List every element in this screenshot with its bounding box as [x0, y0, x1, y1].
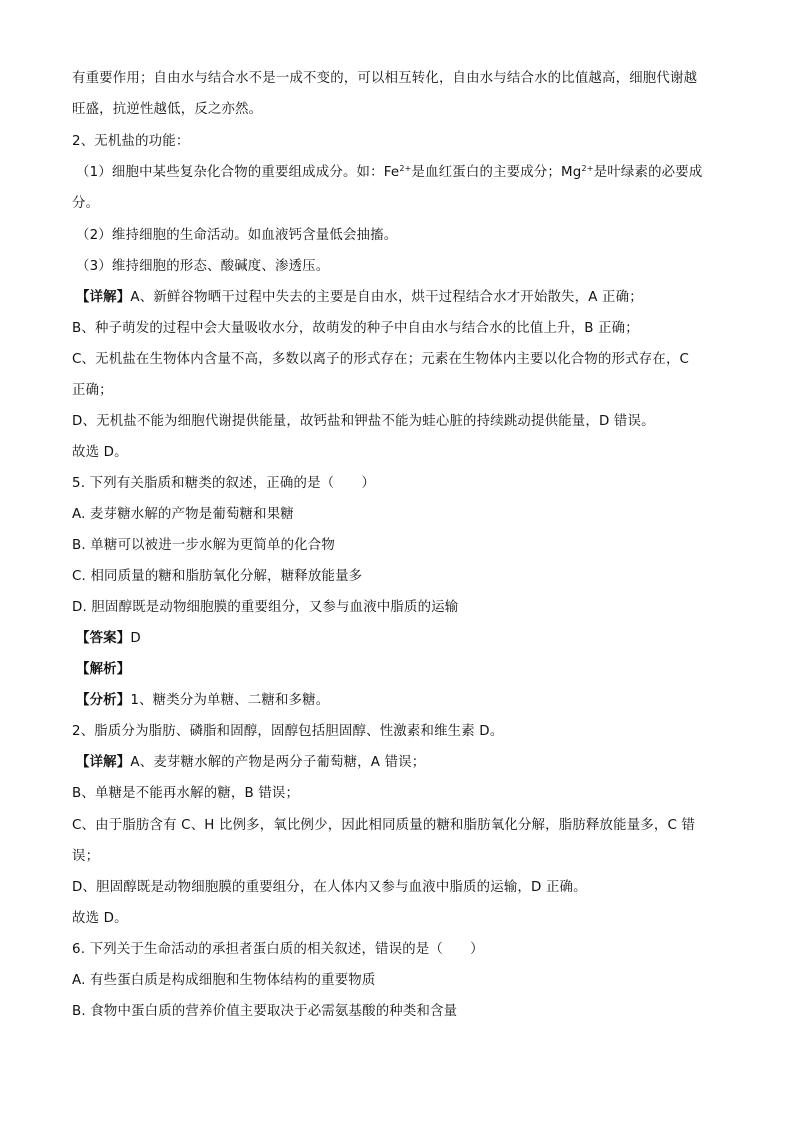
detail-tag: 【详解】 [76, 755, 131, 770]
fe-symbol: Fe [383, 165, 400, 180]
option-d: D. 胆固醇既是动物细胞膜的重要组分，又参与血液中脂质的运输 [72, 600, 459, 615]
text-span: A、麦芽糖水解的产物是两分子葡萄糖，A 错误； [130, 755, 426, 770]
option-a: A. 麦芽糖水解的产物是葡萄糖和果糖 [72, 507, 294, 522]
text-line: C、由于脂肪含有 C、H 比例多，氧比例少，因此相同质量的糖和脂肪氧化分解，脂肪释放能量多，C 错 [72, 818, 696, 833]
text-span: 1、糖类分为单糖、二糖和多糖。 [130, 693, 330, 708]
text-line [76, 692, 728, 710]
text-line: 有重要作用；自由水与结合水不是一成不变的，可以相互转化，自由水与结合水的比值越高，细胞代谢越 [72, 71, 698, 86]
text-line [76, 754, 728, 772]
option-b: B. 单糖可以被进一步水解为更简单的化合物 [72, 538, 335, 553]
text-span: 是血红蛋白的主要成分； [411, 165, 562, 180]
fe-charge: 2+ [399, 164, 412, 173]
analysis-line [76, 661, 728, 679]
text-line: 正确； [72, 383, 113, 398]
text-line: 2、无机盐的功能： [72, 134, 190, 149]
text-line: C、无机盐在生物体内含量不高，多数以离子的形式存在；元素在生物体内主要以化合物的形式存在，C [72, 352, 690, 367]
text-line: B、单糖是不能再水解的糖，B 错误； [72, 786, 300, 801]
text-line: 误； [72, 849, 100, 864]
question-5: 5. 下列有关脂质和糖类的叙述，正确的是（ ） [72, 476, 376, 491]
text-line: 2、脂质分为脂肪、磷脂和固醇，固醇包括胆固醇、性激素和维生素 D。 [72, 724, 504, 739]
mg-symbol: Mg [561, 165, 582, 180]
text-span: 是叶绿素的必要成 [593, 165, 703, 180]
option-a: A. 有些蛋白质是构成细胞和生物体结构的重要物质 [72, 973, 376, 988]
detail-tag: 【详解】 [76, 290, 131, 305]
text-line [76, 164, 728, 182]
text-line [76, 289, 728, 307]
text-line: （3）维持细胞的形态、酸碱度、渗透压。 [76, 259, 330, 274]
answer-value: D [130, 631, 141, 646]
text-line: D、胆固醇既是动物细胞膜的重要组分，在人体内又参与血液中脂质的运输，D 正确。 [72, 880, 587, 895]
text-line: B、种子萌发的过程中会大量吸收水分，故萌发的种子中自由水与结合水的比值上升，B 正确； [72, 321, 639, 336]
text-line: D、无机盐不能为细胞代谢提供能量，故钙盐和钾盐不能为蛙心脏的持续跳动提供能量，D 错误。 [72, 414, 655, 429]
text-span: A、新鲜谷物晒干过程中失去的主要是自由水，烘干过程结合水才开始散失，A 正确； [130, 290, 643, 305]
mg-charge: 2+ [581, 164, 594, 173]
option-b: B. 食物中蛋白质的营养价值主要取决于必需氨基酸的种类和含量 [72, 1004, 458, 1019]
text-span: （1）细胞中某些复杂化合物的重要组成成分。如： [76, 165, 384, 180]
answer-line [76, 630, 728, 648]
fenxi-tag: 【分析】 [76, 693, 131, 708]
analysis-tag: 【解析】 [76, 662, 131, 677]
text-line: 分。 [72, 196, 100, 211]
text-line: （2）维持细胞的生命活动。如血液钙含量低会抽搐。 [76, 228, 398, 243]
text-line: 故选 D。 [72, 445, 128, 460]
text-line: 旺盛，抗逆性越低，反之亦然。 [72, 102, 263, 117]
question-6: 6. 下列关于生命活动的承担者蛋白质的相关叙述，错误的是（ ） [72, 942, 484, 957]
answer-tag: 【答案】 [76, 631, 131, 646]
option-c: C. 相同质量的糖和脂肪氧化分解，糖释放能量多 [72, 569, 363, 584]
text-line: 故选 D。 [72, 911, 128, 926]
